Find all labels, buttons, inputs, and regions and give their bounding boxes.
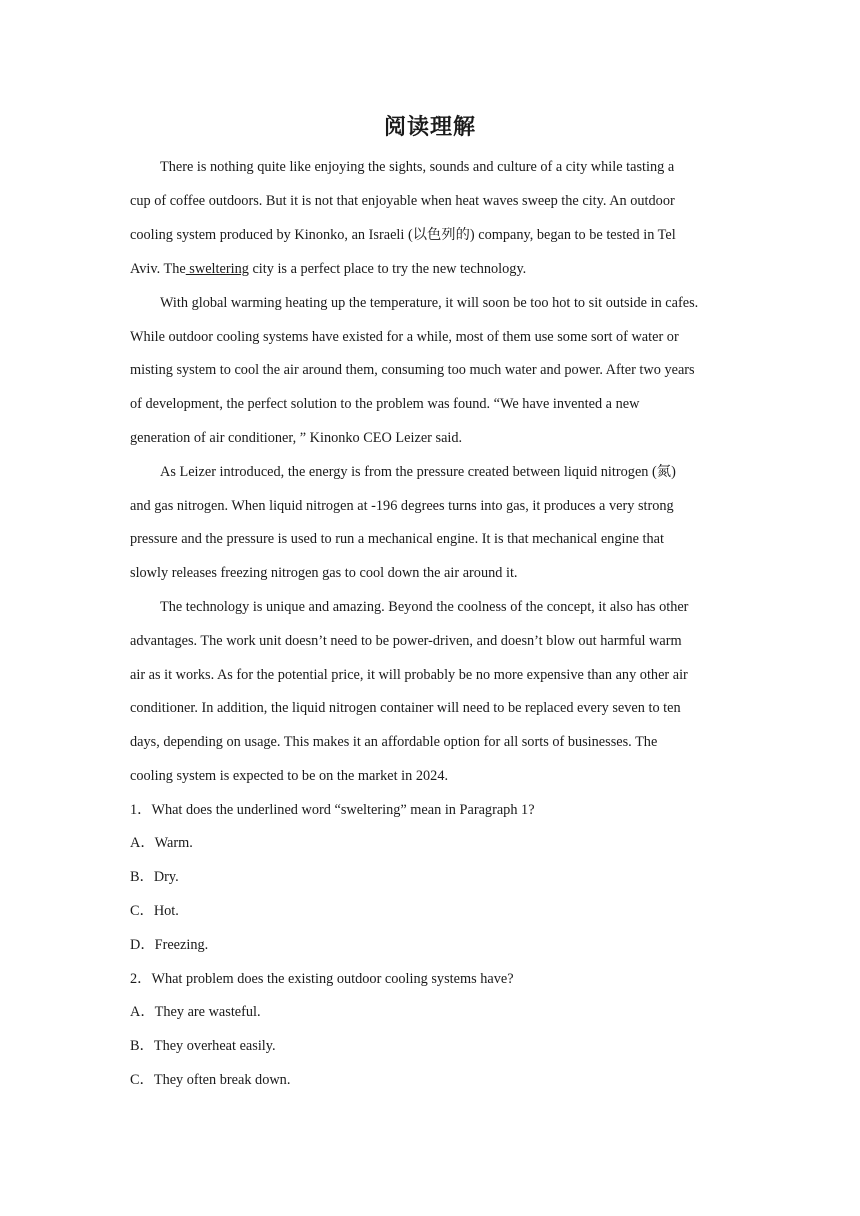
- answer-option: B．They overheat easily.: [130, 1038, 276, 1054]
- question-stem: 1．What does the underlined word “sweltering” mean in Paragraph 1?: [130, 802, 535, 818]
- passage-line: The technology is unique and amazing. Beyond the coolness of the concept, it also has other: [160, 599, 689, 615]
- passage-line: cup of coffee outdoors. But it is not that enjoyable when heat waves sweep the city. An outdoor: [130, 193, 675, 209]
- passage-line: With global warming heating up the temperature, it will soon be too hot to sit outside in cafes.: [160, 295, 699, 311]
- answer-option: C．They often break down.: [130, 1072, 291, 1088]
- passage-line: pressure and the pressure is used to run a mechanical engine. It is that mechanical engine that: [130, 531, 664, 547]
- passage-line: generation of air conditioner, ” Kinonko CEO Leizer said.: [130, 430, 463, 446]
- passage-text: Aviv. The: [130, 261, 186, 277]
- passage-line: of development, the perfect solution to the problem was found. “We have invented a new: [130, 396, 640, 412]
- passage-line: There is nothing quite like enjoying the sights, sounds and culture of a city while tasting a: [160, 159, 675, 175]
- passage-line: misting system to cool the air around them, consuming too much water and power. After two years: [130, 362, 695, 378]
- passage-text: city is a perfect place to try the new technology.: [248, 261, 527, 277]
- passage-line: [130, 259, 750, 279]
- passage-line: advantages. The work unit doesn’t need to be power-driven, and doesn’t blow out harmful warm: [130, 633, 682, 649]
- passage-line: While outdoor cooling systems have existed for a while, most of them use some sort of water or: [130, 329, 679, 345]
- passage-line: As Leizer introduced, the energy is from the pressure created between liquid nitrogen (氮): [160, 464, 676, 480]
- underlined-word: sweltering: [185, 261, 249, 277]
- question-stem: 2．What problem does the existing outdoor cooling systems have?: [130, 971, 514, 987]
- passage-line: cooling system is expected to be on the market in 2024.: [130, 768, 449, 784]
- page-title: 阅读理解: [383, 114, 476, 140]
- passage-line: and gas nitrogen. When liquid nitrogen at -196 degrees turns into gas, it produces a very strong: [130, 498, 674, 514]
- answer-option: C．Hot.: [130, 903, 179, 919]
- answer-option: A．Warm.: [130, 835, 193, 851]
- passage-line: air as it works. As for the potential price, it will probably be no more expensive than any other air: [130, 667, 688, 683]
- answer-option: D．Freezing.: [130, 937, 209, 953]
- passage-line: days, depending on usage. This makes it an affordable option for all sorts of businesses. The: [130, 734, 658, 750]
- passage-line: conditioner. In addition, the liquid nitrogen container will need to be replaced every seven to ten: [130, 700, 681, 716]
- passage-line: cooling system produced by Kinonko, an Israeli (以色列的) company, began to be tested in Tel: [130, 227, 676, 243]
- passage-line: slowly releases freezing nitrogen gas to cool down the air around it.: [130, 565, 518, 581]
- answer-option: A．They are wasteful.: [130, 1004, 261, 1020]
- answer-option: B．Dry.: [130, 869, 179, 885]
